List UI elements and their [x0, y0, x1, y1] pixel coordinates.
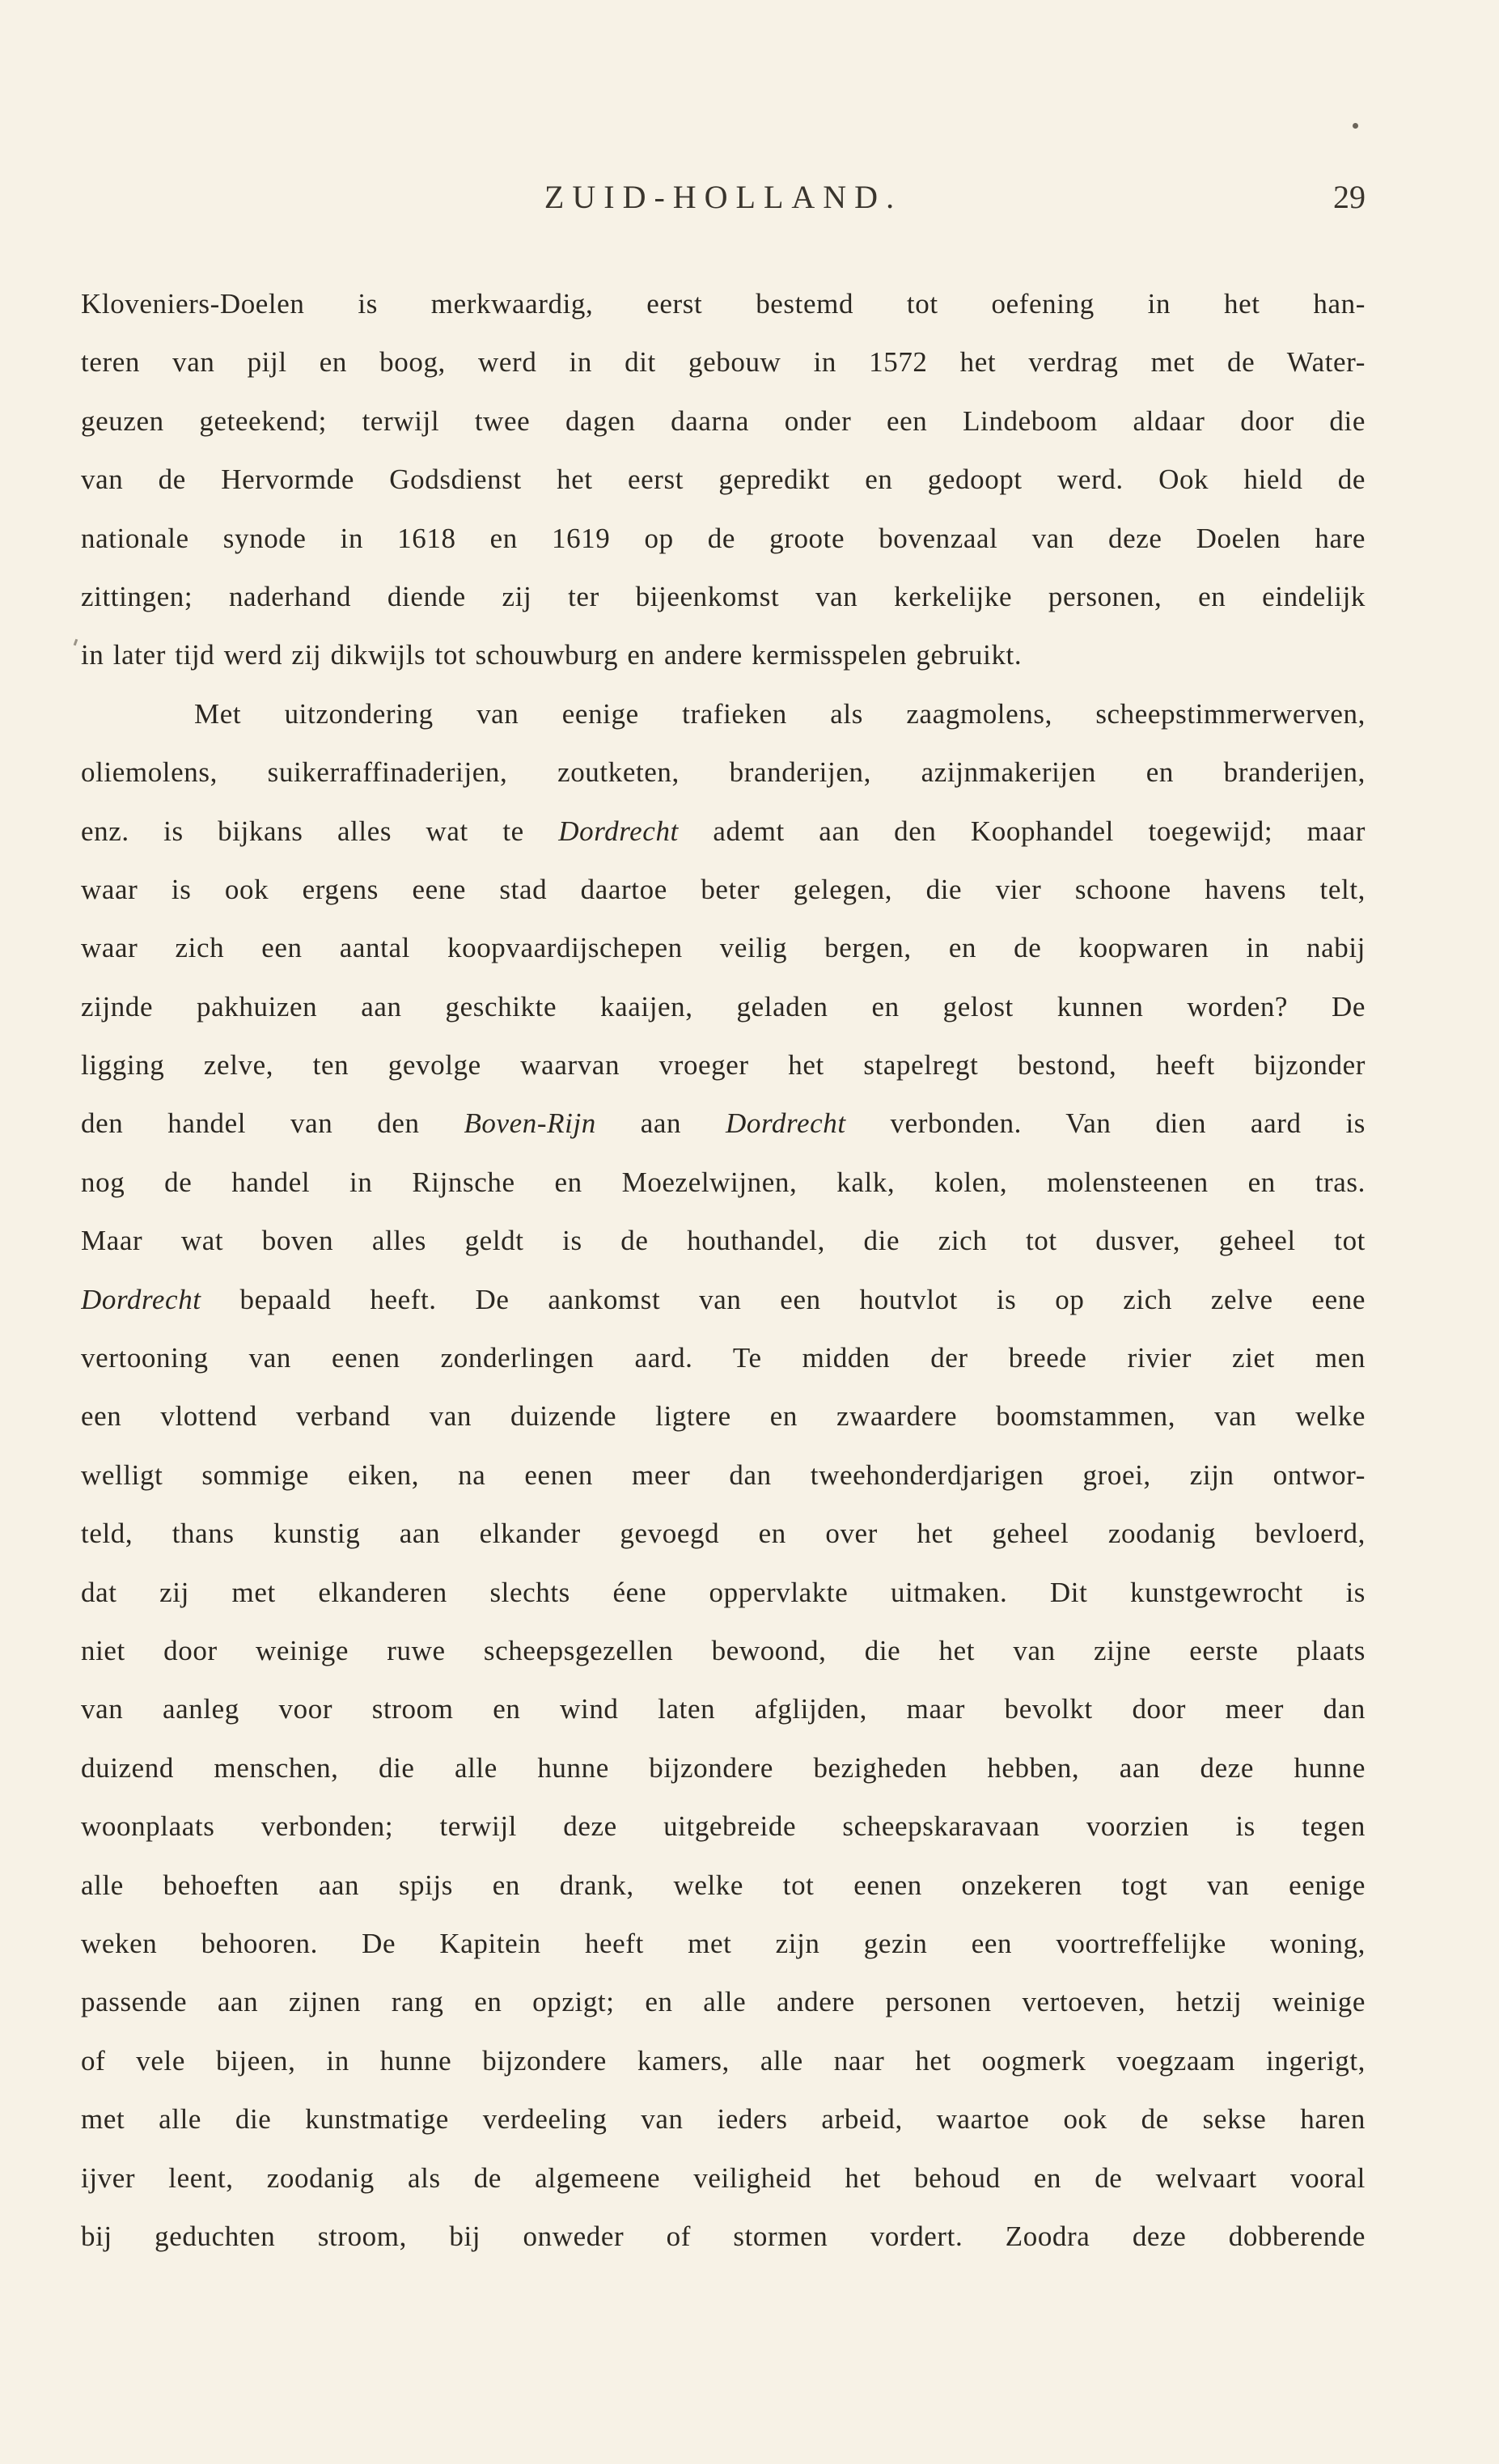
text-line: nog de handel in Rijnsche en Moezelwijnen, kalk, kolen, molensteenen en tras. — [81, 1166, 1366, 1198]
page-header — [81, 178, 1366, 227]
text-line: teren van pijl en boog, werd in dit gebouw in 1572 het verdrag met de Water- — [81, 346, 1366, 379]
text-line: in later tijd werd zij dikwijls tot schouwburg en andere kermisspelen gebruikt. — [81, 639, 1023, 671]
text-line: teld, thans kunstig aan elkander gevoegd en over het geheel zoodanig bevloerd, — [81, 1518, 1366, 1550]
text-line: van aanleg voor stroom en wind laten afglijden, maar bevolkt door meer dan — [81, 1693, 1366, 1725]
text-line: zijnde pakhuizen aan geschikte kaaijen, geladen en gelost kunnen worden? De — [81, 990, 1366, 1022]
text-line: of vele bijeen, in hunne bijzondere kamers, alle naar het oogmerk voegzaam ingerigt, — [81, 2044, 1366, 2077]
text-line: Met uitzondering van eenige trafieken als zaagmolens, scheepstimmerwerven, — [194, 697, 1366, 730]
text-line: ligging zelve, ten gevolge waarvan vroeger het stapelregt bestond, heeft bijzonder — [81, 1049, 1366, 1082]
italic-place-name: Dordrecht — [81, 1283, 201, 1315]
text-line: waar is ook ergens eene stad daartoe beter gelegen, die vier schoone havens telt, — [81, 873, 1366, 905]
italic-place-name: Boven-Rijn — [464, 1107, 596, 1140]
text-line: enz. is bijkans alles wat te Dordrecht ademt aan den Koophandel toegewijd; maar — [81, 815, 1366, 847]
text-line: een vlottend verband van duizende ligtere en zwaardere boomstammen, van welke — [81, 1400, 1366, 1433]
text-line: waar zich een aantal koopvaardijschepen veilig bergen, en de koopwaren in nabij — [81, 932, 1366, 964]
text-line: weken behooren. De Kapitein heeft met zijn gezin een voortreffelijke woning, — [81, 1927, 1366, 1959]
text-line: nationale synode in 1618 en 1619 op de groote bovenzaal van deze Doelen hare — [81, 522, 1366, 554]
text-line: passende aan zijnen rang en opzigt; en alle andere personen vertoeven, hetzij weinige — [81, 1986, 1366, 2018]
page-number: 29 — [1333, 179, 1366, 215]
text-line: vertooning van eenen zonderlingen aard. Te midden der breede rivier ziet men — [81, 1342, 1366, 1374]
text-line: alle behoeften aan spijs en drank, welke tot eenen onzekeren togt van eenige — [81, 1869, 1366, 1901]
text-line: woonplaats verbonden; terwijl deze uitgebreide scheepskaravaan voorzien is tegen — [81, 1810, 1366, 1843]
text-line: met alle die kunstmatige verdeeling van ieders arbeid, waartoe ook de sekse haren — [81, 2103, 1366, 2136]
text-line: niet door weinige ruwe scheepsgezellen bewoond, die het van zijne eerste plaats — [81, 1634, 1366, 1666]
text-line: Maar wat boven alles geldt is de houthandel, die zich tot dusver, geheel tot — [81, 1225, 1366, 1257]
text-line: welligt sommige eiken, na eenen meer dan tweehonderdjarigen groei, zijn ontwor- — [81, 1459, 1366, 1491]
text-line: oliemolens, suikerraffinaderijen, zoutketen, branderijen, azijnmakerijen en branderijen, — [81, 756, 1366, 789]
text-line: zittingen; naderhand diende zij ter bijeenkomst van kerkelijke personen, en eindelijk — [81, 580, 1366, 612]
text-line: bij geduchten stroom, bij onweder of stormen vordert. Zoodra deze dobberende — [81, 2220, 1366, 2252]
text-line: dat zij met elkanderen slechts éene oppervlakte uitmaken. Dit kunstgewrocht is — [81, 1576, 1366, 1608]
text-line: duizend menschen, die alle hunne bijzondere bezigheden hebben, aan deze hunne — [81, 1751, 1366, 1784]
text-line: Kloveniers-Doelen is merkwaardig, eerst bestemd tot oefening in het han- — [81, 288, 1366, 320]
text-line: den handel van den Boven-Rijn aan Dordrecht verbonden. Van dien aard is — [81, 1107, 1366, 1140]
running-title: ZUID-HOLLAND. — [544, 179, 903, 215]
text-line: Dordrecht bepaald heeft. De aankomst van een houtvlot is op zich zelve eene — [81, 1283, 1366, 1315]
italic-place-name: Dordrecht — [558, 815, 679, 847]
text-line: ijver leent, zoodanig als de algemeene veiligheid het behoud en de welvaart vooral — [81, 2161, 1366, 2194]
italic-place-name: Dordrecht — [726, 1107, 846, 1140]
text-line: van de Hervormde Godsdienst het eerst gepredikt en gedoopt werd. Ook hield de — [81, 464, 1366, 496]
ink-dot — [1353, 123, 1358, 129]
body-text — [81, 275, 1366, 2266]
paper-speck — [74, 639, 78, 646]
text-line: geuzen geteekend; terwijl twee dagen daarna onder een Lindeboom aldaar door die — [81, 404, 1366, 437]
